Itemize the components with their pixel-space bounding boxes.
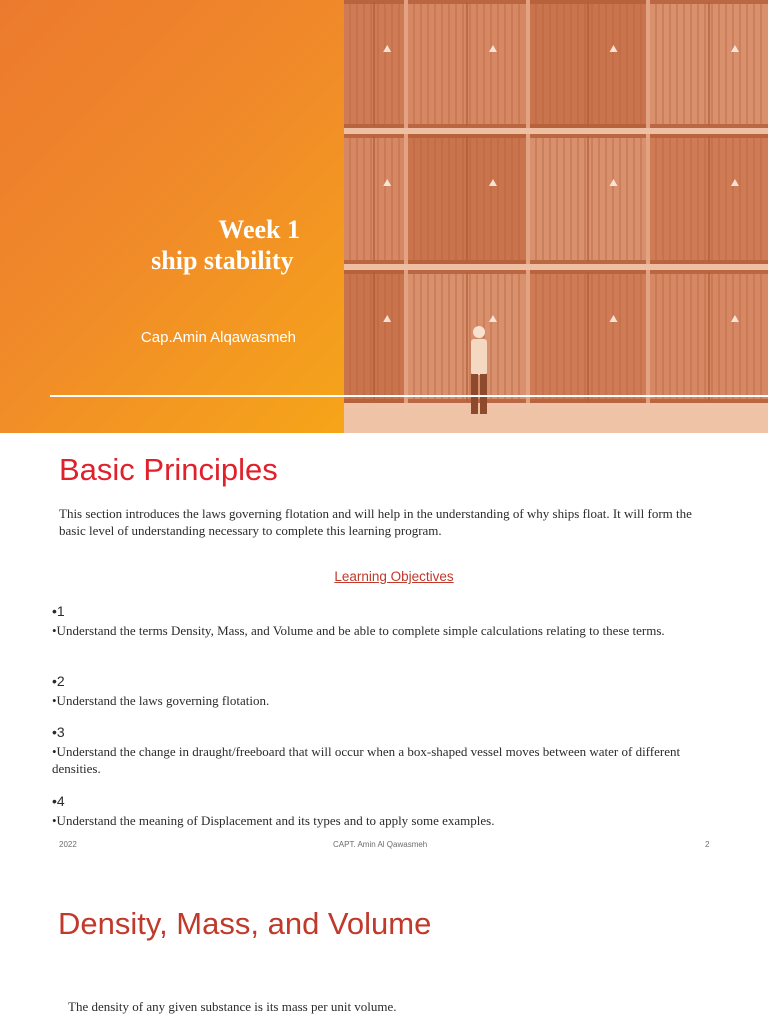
objective-number: •1: [52, 603, 65, 619]
container-block: [408, 0, 526, 128]
title-slide: [0, 0, 768, 433]
footer-page-number: 2: [705, 840, 710, 849]
footer-year: 2022: [59, 840, 77, 849]
objective-item: [52, 724, 712, 777]
footer-author: CAPT. Amin Al Qawasmeh: [333, 840, 428, 849]
objective-item: [52, 673, 712, 709]
container-block: [344, 0, 404, 128]
container-block: [530, 0, 646, 128]
shipping-containers-photo: [344, 0, 768, 433]
container-block: [650, 270, 768, 403]
container-block: [408, 134, 526, 264]
objective-number: •2: [52, 673, 65, 689]
title-line-topic: ship stability: [151, 246, 300, 275]
container-block: [650, 0, 768, 128]
objective-text: •Understand the laws governing flotation.: [52, 693, 270, 708]
objective-number: •3: [52, 724, 65, 740]
objective-item: [52, 793, 712, 829]
objective-number: •4: [52, 793, 65, 809]
presentation-title: [151, 214, 300, 276]
container-block: [530, 270, 646, 403]
objective-item: [52, 603, 712, 639]
objective-text: •Understand the meaning of Displacement and its types and to apply some examples.: [52, 813, 495, 828]
definition-text: The density of any given substance is its mass per unit volume.: [68, 999, 397, 1014]
container-block: [650, 134, 768, 264]
container-block: [344, 270, 404, 403]
container-block: [530, 134, 646, 264]
container-block: [344, 134, 404, 264]
objective-text: •Understand the change in draught/freeboard that will occur when a box-shaped vessel moves between water of different densities.: [52, 744, 681, 776]
title-divider: [50, 395, 768, 397]
slide-title: Density, Mass, and Volume: [58, 906, 432, 941]
slide-title: Basic Principles: [59, 452, 278, 487]
title-line-week: Week 1: [218, 215, 300, 244]
intro-paragraph: This section introduces the laws governing flotation and will help in the understanding of why ships float. It will form the basic level of understanding necessary to complete this learning program.: [59, 506, 692, 538]
container-block: [408, 270, 526, 403]
learning-objectives-heading: Learning Objectives: [334, 569, 454, 584]
author-name: Cap.Amin Alqawasmeh: [140, 329, 296, 346]
objective-text: •Understand the terms Density, Mass, and Volume and be able to complete simple calculations relating to these terms.: [52, 623, 665, 638]
